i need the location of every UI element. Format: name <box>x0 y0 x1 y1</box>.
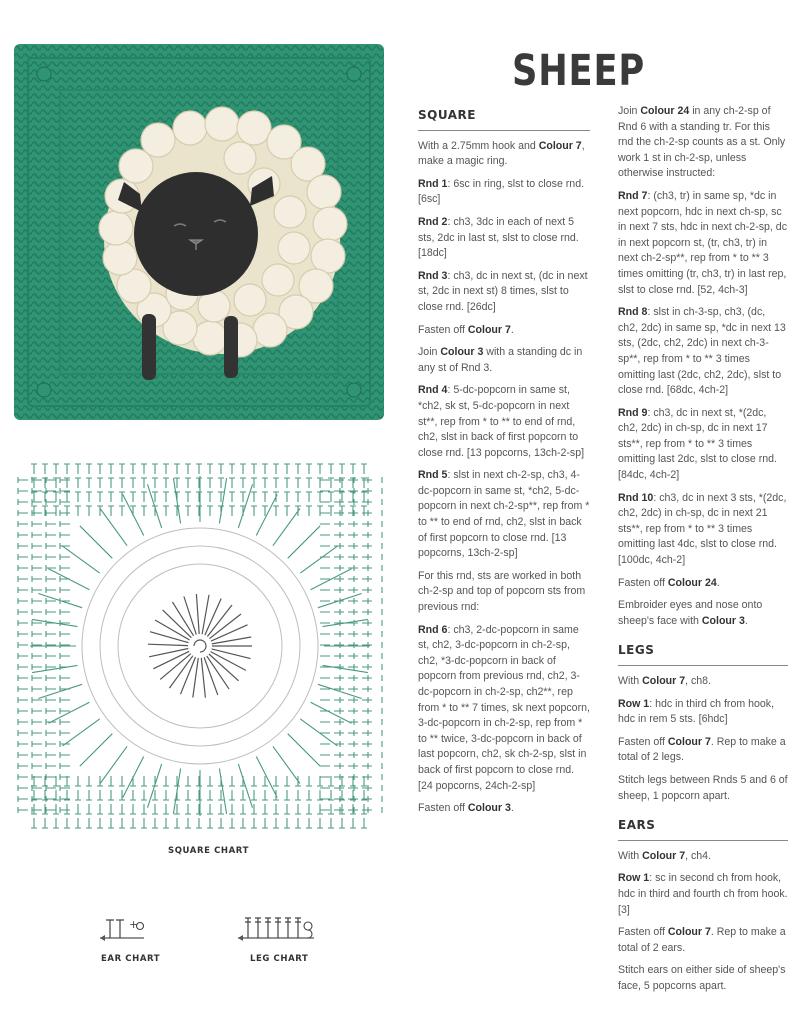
join-colour-24: Join Colour 24 in any ch-2-sp of Rnd 6 with a standing tr. For this rnd the ch-2-sp counts as a st. Only work 1 st in ch-2-sp, unless otherwise instructed: <box>618 105 786 180</box>
fasten-off-colour-3: Fasten off Colour 3. <box>418 802 514 815</box>
rnd-4: Rnd 4: 5-dc-popcorn in same st, *ch2, sk st, 5-dc-popcorn in next st**, rep from * to ** to end of rnd, ch2, slst in back of first popcorn to close rnd. [13 popcorns, 13ch-2-sp] <box>418 384 585 459</box>
chart-stitch-marks <box>18 464 382 828</box>
rnd-7: Rnd 7: (ch3, tr) in same sp, *dc in next popcorn, hdc in next ch-sp, sc in next 7 sts, hdc in next ch-2-sp, dc in next popcorn st, (tr, ch3, tr) in next ch-2-sp**, rep from * to ** 3 times omitting (tr, ch3, tr) in last rep, slst to close rnd. [52, 4ch-3] <box>618 189 787 296</box>
svg-text:+: + <box>129 918 139 931</box>
square-intro: With a 2.75mm hook and Colour 7, make a magic ring. <box>418 139 585 168</box>
ears-row-1: Row 1: sc in second ch from hook, hdc in third and fourth ch from hook. [3] <box>618 872 788 916</box>
rnd-8: Rnd 8: slst in ch-3-sp, ch3, (dc, ch2, 2dc) in same sp, *dc in next 13 sts, (2dc, ch2, 2dc) in next ch-3-sp**, rep from * to ** 3 times omitting last (2dc, ch2, 2dc), slst to close rnd. [68dc, 4ch-2] <box>618 306 786 397</box>
ears-heading: EARS <box>618 818 788 841</box>
leg-chart-diagram <box>236 912 320 944</box>
rnd-10: Rnd 10: ch3, dc in next 3 sts, *(2dc, ch2, 2dc) in ch-sp, dc in next 21 sts**, rep from * to ** 3 times omitting last 4dc, slst to close rnd. [100dc, 4ch-2] <box>618 491 787 567</box>
square-heading: SQUARE <box>418 108 590 131</box>
ear-chart-diagram <box>98 914 150 944</box>
instructions-column-1 <box>418 108 590 824</box>
rnd-2: Rnd 2: ch3, 3dc in each of next 5 sts, 2dc in last st, slst to close rnd. [18dc] <box>418 215 579 260</box>
instructions-column-2 <box>618 104 788 1002</box>
join-colour-3: Join Colour 3 with a standing dc in any st of Rnd 3. <box>418 346 583 374</box>
legs-row-1: Row 1: hdc in third ch from hook, hdc in rem 5 sts. [6hdc] <box>618 697 775 726</box>
legs-stitch: Stitch legs between Rnds 5 and 6 of sheep, 1 popcorn apart. <box>618 773 788 802</box>
chart-centre-stitches <box>148 594 252 698</box>
embroider-face: Embroider eyes and nose onto sheep's face with Colour 3. <box>618 599 763 627</box>
square-chart-diagram <box>14 460 386 836</box>
square-chart-caption: SQUARE CHART <box>168 846 249 856</box>
rnd-6: Rnd 6: ch3, 2-dc-popcorn in same st, ch2, 3-dc-popcorn in ch-2-sp, ch2, *3-dc-popcorn in back of popcorn from previous rnd, ch2, 3-dc-popcorn in ch-2-sp, ch2**, rep from * to ** 7 times, sk next popcorn, 3-dc-popcorn in ch-2-sp, rep from * to ** twice, 3-dc-popcorn in back of last popcorn, ch2, sk ch-2-sp, slst in back of first popcorn to close rnd. [24 popcorns, 24ch-2-sp] <box>418 623 590 792</box>
rnd-6-note: For this rnd, sts are worked in both ch-2-sp and top of popcorn sts from previous rnd: <box>418 569 586 614</box>
rnd-1: Rnd 1: 6sc in ring, slst to close rnd. [6sc] <box>418 177 585 206</box>
ear-chart-caption: EAR CHART <box>101 954 161 964</box>
fasten-off-colour-7: Fasten off Colour 7. <box>418 323 514 336</box>
page-title: SHEEP <box>512 46 646 96</box>
sheep-square-photo <box>14 44 384 420</box>
leg-chart-caption: LEG CHART <box>250 954 309 964</box>
legs-intro: With Colour 7, ch8. <box>618 675 712 687</box>
legs-heading: LEGS <box>618 643 788 666</box>
rnd-9: Rnd 9: ch3, dc in next st, *(2dc, ch2, 2dc) in ch-sp, dc in next 17 sts**, rep from * to ** 3 times omitting last 2dc, slst to close rnd. [84dc, 4ch-2] <box>618 406 777 482</box>
rnd-3: Rnd 3: ch3, dc in next st, (dc in next st, 2dc in next st) 8 times, slst to close rnd. [26dc] <box>418 269 588 313</box>
fasten-off-colour-24: Fasten off Colour 24. <box>618 576 720 589</box>
ears-fasten-off: Fasten off Colour 7. Rep to make a total of 2 ears. <box>618 926 786 954</box>
legs-fasten-off: Fasten off Colour 7. Rep to make a total of 2 legs. <box>618 735 786 764</box>
rnd-5: Rnd 5: slst in next ch-2-sp, ch3, 4-dc-popcorn in same st, *ch2, 5-dc-popcorn in next ch-2-sp**, rep from * to ** to end of rnd, ch2, slst in back of first popcorn to close rnd. [13 popcorns, 13ch-2-sp] <box>418 469 590 560</box>
ears-stitch: Stitch ears on either side of sheep's face, 5 popcorns apart. <box>618 964 786 992</box>
ears-intro: With Colour 7, ch4. <box>618 849 712 862</box>
